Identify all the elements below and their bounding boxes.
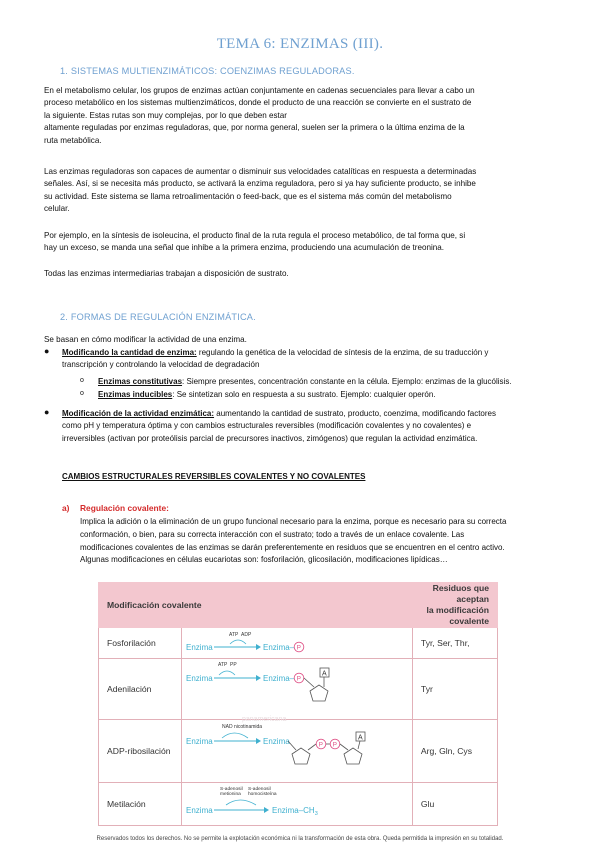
phosphate-label: P <box>296 644 301 652</box>
modification-name: Metilación <box>99 783 182 826</box>
item-a-body <box>80 516 592 567</box>
cofactor-arrow <box>230 640 246 644</box>
text-line: conformación, o bien, para su correcta interacción con el sustrato; todo a través de un enlace covalente. Las <box>80 529 465 539</box>
reaction-diagram-adenylation <box>181 659 412 723</box>
footer-copyright: Reservados todos los derechos. No se permite la explotación económica ni la transformación de esta obra. Queda permitida la impresión en su totalidad. <box>96 836 504 842</box>
table-row <box>99 783 498 826</box>
text-line: Por ejemplo, en la síntesis de isoleucina, el producto final de la ruta regula el proceso metabólico, de tal forma que, si <box>44 231 466 240</box>
reaction-diagram <box>182 720 412 782</box>
table-header-residues: Residuos que aceptan la modificación covalente <box>412 583 497 628</box>
text-line: la siguiente. Estas rutas son muy complejas, por lo que deben estar <box>44 110 287 120</box>
residues: Arg, Gln, Cys <box>412 720 497 783</box>
residues: Tyr <box>412 659 497 720</box>
page-title: TEMA 6: ENZIMAS (III). <box>216 36 384 52</box>
product-label: Enzima– <box>262 674 295 683</box>
ribose-icon <box>310 685 328 701</box>
bullet-text: regulando la genética de la velocidad de síntesis de la enzima, de su traducción y <box>196 348 489 357</box>
text-line: su actividad. Este sistema se llama retroalimentación o feed-back, que es el sistema más común del metabolismo <box>44 191 452 201</box>
section-2-intro: Se basan en cómo modificar la actividad de una enzima. <box>44 335 247 344</box>
modification-name: Adenilación <box>99 659 182 720</box>
enzyme-label: Enzima <box>185 737 213 746</box>
covalent-modification-table <box>98 582 498 826</box>
text-line: ruta metabólica. <box>44 135 102 145</box>
enzyme-label: Enzima <box>185 806 213 815</box>
product-label: Enzima <box>262 737 290 746</box>
text-line: En el metabolismo celular, los grupos de enzimas actúan conjuntamente en cadenas secuenciales para llevar a cabo un <box>44 86 475 95</box>
section-1-paragraph-4: Todas las enzimas intermediarias trabajan a disposición de sustrato. <box>44 269 289 278</box>
text-line: modificaciones covalentes de las enzimas se darán preferentemente en residuos que se encuentren en el centro activo. <box>80 542 505 552</box>
bullet-text: aumentando la cantidad de sustrato, producto, coenzima, modificando factores <box>214 409 496 418</box>
product-label: Enzima–$CH_3$ <box>271 806 318 817</box>
section-2-heading: 2. FORMAS DE REGULACIÓN ENZIMÁTICA. <box>60 312 256 322</box>
table-row <box>99 720 498 783</box>
modification-name: ADP-ribosilación <box>99 720 182 783</box>
bullet-icon: ● <box>44 346 50 356</box>
text-line: Algunas modificaciones en células eucariotas son: fosforilación, glicosilación, modificaciones lipídicas… <box>80 555 448 565</box>
item-a-title: Regulación covalente: <box>80 503 169 513</box>
bullet-actividad-enzimatica <box>62 408 586 445</box>
ribose-icon <box>344 748 362 764</box>
cofactor-in: NAD <box>221 724 233 730</box>
text-line: celular. <box>44 204 70 214</box>
reaction-diagram-methylation <box>181 783 412 826</box>
reaction-diagram <box>182 659 412 723</box>
reaction-diagram <box>182 628 412 658</box>
enzyme-label: Enzima <box>185 643 213 652</box>
sub-bullet-text: : Se sintetizan solo en respuesta a su sustrato. Ejemplo: cualquier operón. <box>172 390 436 399</box>
svg-text:A: A <box>357 734 363 742</box>
sub-bullet-constitutivas <box>98 376 588 388</box>
text-line: proceso metabólico en los sistemas multienzimáticos, donde el producto de una reacción se convierte en el sustrato de <box>44 98 472 108</box>
section-1-paragraph-3 <box>44 230 564 255</box>
phosphate-label: P <box>296 675 301 683</box>
sub-bullet-text: : Siempre presentes, concentración constante en la célula. Ejemplo: enzimas de la glucólisis. <box>182 377 512 386</box>
sub-bullet-title: Enzimas inducibles <box>98 390 173 399</box>
section-1-heading: 1. SISTEMAS MULTIENZIMÁTICOS: COENZIMAS REGULADORAS. <box>60 66 355 76</box>
section-1-paragraph-1 <box>44 85 564 147</box>
modification-name: Fosforilación <box>99 628 182 659</box>
adenine-label: A <box>321 670 327 678</box>
table-header-modification: Modificación covalente <box>99 583 413 628</box>
cofactor-in: ATP <box>228 632 239 638</box>
bullet-title: Modificación de la actividad enzimática: <box>62 409 215 418</box>
cofactor-out: ADP <box>240 632 252 638</box>
section-3-heading: CAMBIOS ESTRUCTURALES REVERSIBLES COVALENTES Y NO COVALENTES <box>62 472 366 481</box>
ribose-icon <box>292 748 310 764</box>
text-line: altamente reguladas por enzimas reguladoras, que, por norma general, suelen ser la primera o la última enzima de la <box>44 123 465 133</box>
watermark: panamericana <box>241 716 287 723</box>
text-line: Las enzimas reguladoras son capaces de aumentar o disminuir sus velocidades catalíticas en respuesta a determinadas <box>44 167 477 176</box>
svg-text:P: P <box>332 741 337 749</box>
product-label: Enzima– <box>262 643 295 652</box>
sub-bullet-icon: o <box>80 390 84 397</box>
text-line: hay un exceso, se manda una señal que inhibe a la primera enzima, produciendo una acumulación de treonina. <box>44 243 445 253</box>
sub-bullet-inducibles <box>98 389 588 401</box>
reaction-diagram-phosphorylation <box>181 628 412 659</box>
table-row <box>99 659 498 720</box>
svg-text:homocisteína: homocisteína <box>247 792 277 797</box>
text-line: señales. Así, si se necesita más producto, se activará la enzima reguladora, pero si ya hay suficiente producto, se inhibe <box>44 179 476 189</box>
table-row <box>99 628 498 659</box>
residues: Glu <box>412 783 497 826</box>
bullet-cantidad-enzima <box>62 347 582 372</box>
bullet-title: Modificando la cantidad de enzima: <box>62 348 197 357</box>
bullet-text: transcripción y controlando la velocidad de degradación <box>62 360 260 370</box>
cofactor-out: PP <box>229 662 237 668</box>
bullet-icon: ● <box>44 407 50 417</box>
svg-text:P: P <box>318 741 323 749</box>
section-1-paragraph-2 <box>44 166 564 216</box>
sub-bullet-title: Enzimas constitutivas <box>98 377 183 386</box>
cofactor-in: ATP <box>217 662 228 668</box>
bullet-text: irreversibles (activan por proteólisis parcial de precursores inactivos, zimógenos) que regulan la actividad enzimática. <box>62 433 478 443</box>
residues: Tyr, Ser, Thr, <box>412 628 497 659</box>
reaction-diagram-adp-ribosylation <box>181 720 412 783</box>
cofactor-out: nicotinamida <box>233 724 262 730</box>
item-a-label: a) <box>62 503 70 513</box>
cofactor-in: S-adenosil <box>219 787 243 792</box>
reaction-diagram <box>182 783 412 825</box>
sub-bullet-icon: o <box>80 377 84 384</box>
svg-text:metionina: metionina <box>219 792 241 797</box>
cofactor-out: S-adenosil <box>247 787 271 792</box>
bullet-text: como pH y temperatura óptima y con cambios estructurales reversibles (modificación covalentes y no covalentes) e <box>62 421 472 431</box>
text-line: Implica la adición o la eliminación de un grupo funcional necesario para la enzima, porque es necesario para su correcta <box>80 517 507 526</box>
table-header-row <box>99 583 498 628</box>
enzyme-label: Enzima <box>185 674 213 683</box>
